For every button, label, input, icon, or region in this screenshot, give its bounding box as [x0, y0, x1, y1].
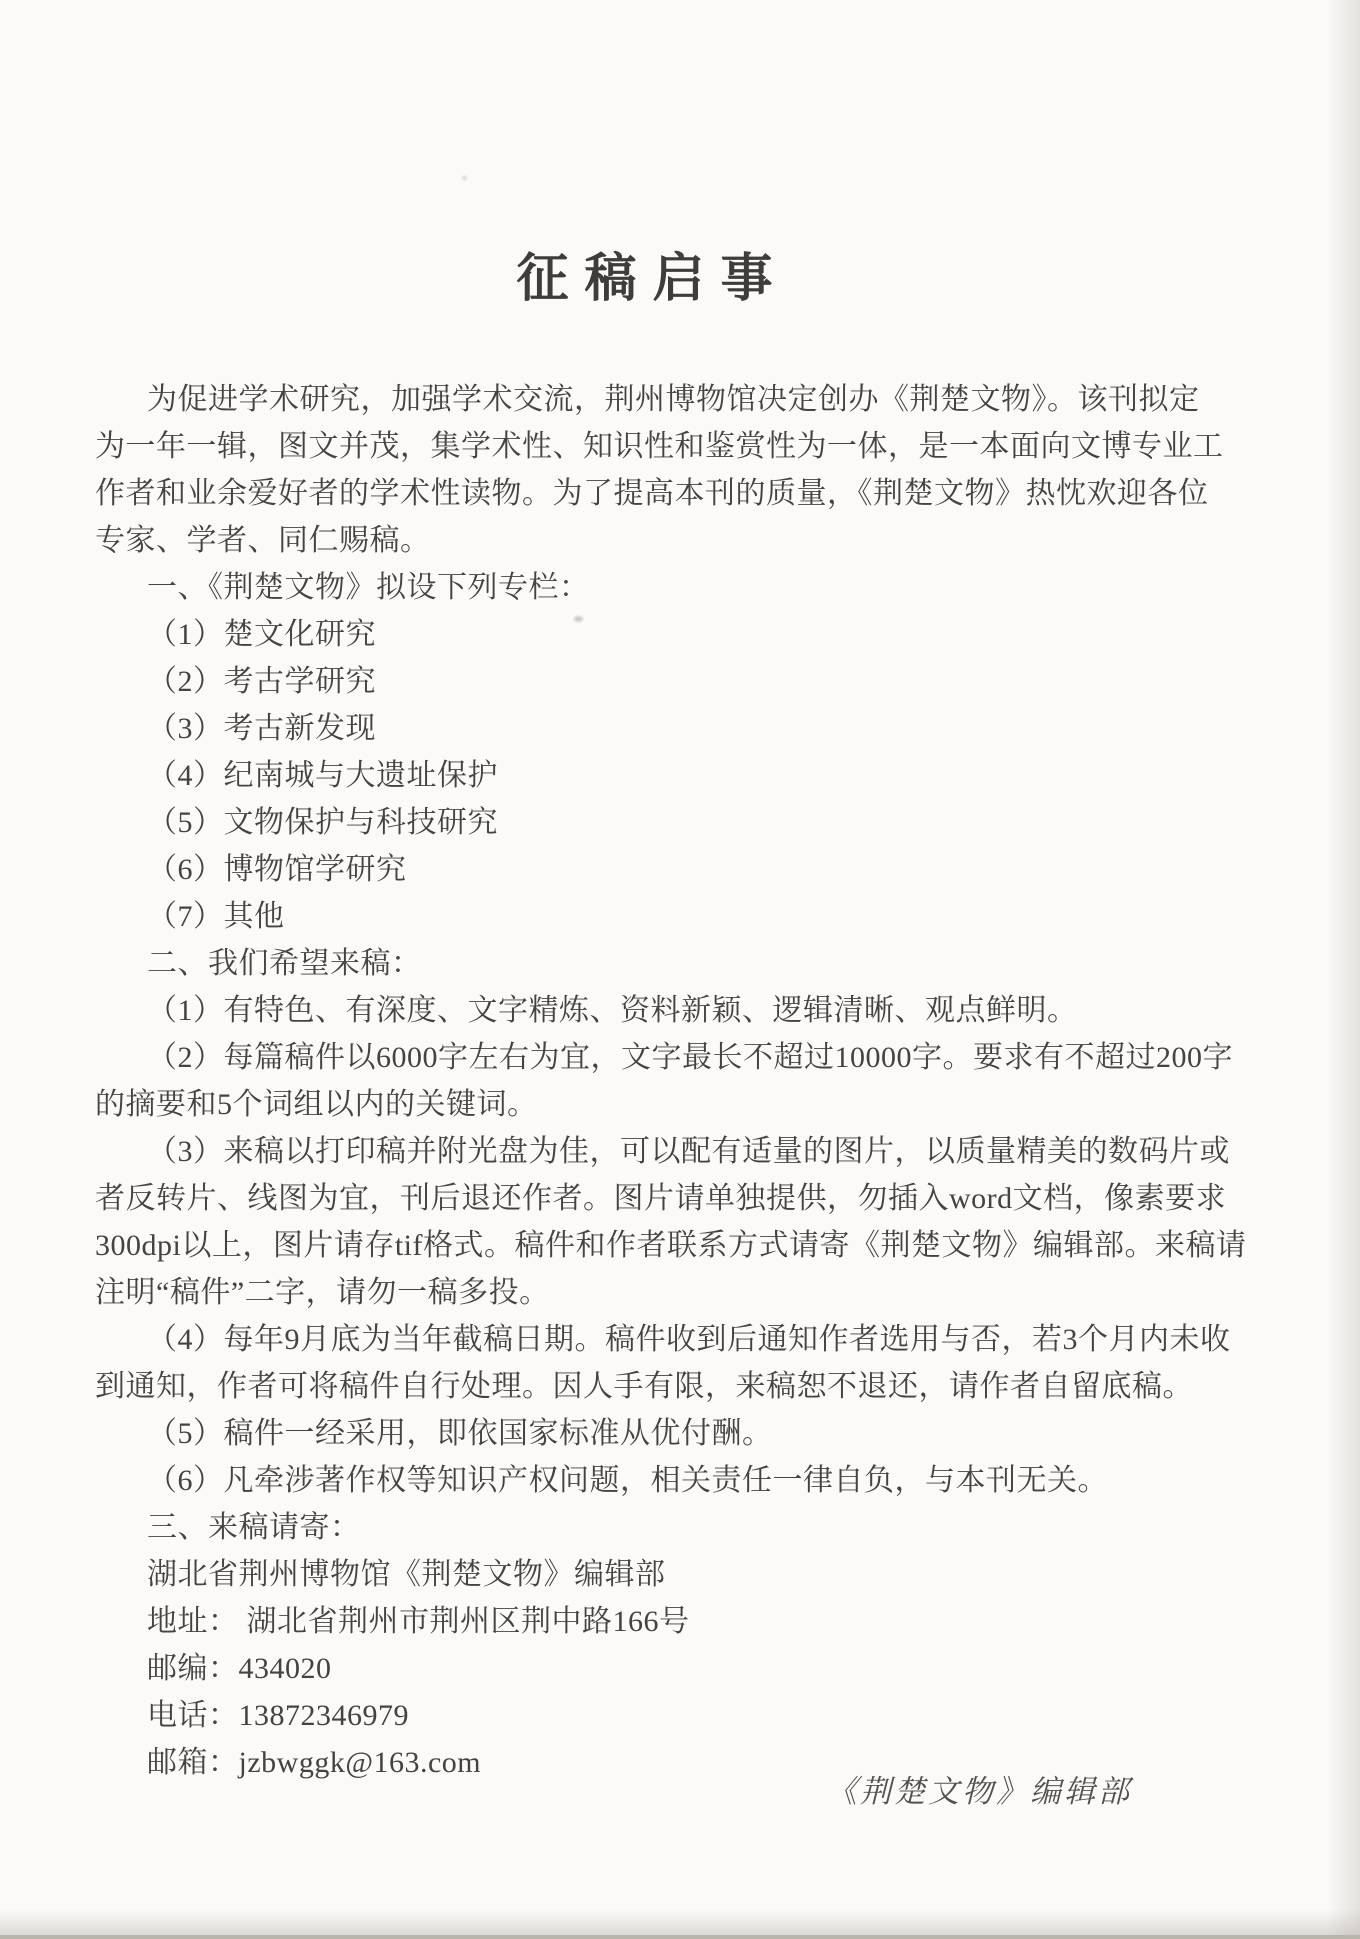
- text-line: （5）文物保护与科技研究: [147, 806, 498, 839]
- text-line: 地址： 湖北省荆州市荆州区荆中路166号: [147, 1605, 690, 1638]
- scan-edge-shadow-bottom: [0, 1909, 1360, 1939]
- text-line: 为促进学术研究，加强学术交流，荆州博物馆决定创办《荆楚文物》。该刊拟定: [147, 383, 1200, 416]
- text-line: 到通知，作者可将稿件自行处理。因人手有限，来稿恕不退还，请作者自留底稿。: [95, 1370, 1193, 1403]
- text-line: （4）每年9月底为当年截稿日期。稿件收到后通知作者选用与否，若3个月内未收: [147, 1323, 1231, 1356]
- text-line: 注明“稿件”二字，请勿一稿多投。: [95, 1276, 550, 1309]
- text-line: 邮编：434020: [147, 1652, 332, 1685]
- text-line: （1）有特色、有深度、文字精炼、资料新颖、逻辑清晰、观点鲜明。: [147, 994, 1078, 1027]
- text-line: 二、我们希望来稿：: [147, 947, 422, 980]
- text-line: （2）考古学研究: [147, 665, 376, 698]
- text-line: （5）稿件一经采用，即依国家标准从优付酬。: [147, 1417, 773, 1450]
- text-line: （1）楚文化研究: [147, 618, 376, 651]
- text-line: 邮箱：jzbwggk@163.com: [147, 1746, 482, 1779]
- text-line: （6）凡牵涉著作权等知识产权问题，相关责任一律自负，与本刊无关。: [147, 1464, 1108, 1497]
- document-title: 征稿启事: [516, 251, 789, 308]
- scan-speck: [462, 176, 467, 180]
- signature: 《荆楚文物》编辑部: [826, 1774, 1132, 1810]
- document-body: [95, 376, 1247, 1786]
- scan-speck: [574, 616, 583, 622]
- text-line: （7）其他: [147, 900, 285, 933]
- text-line: 一、《荆楚文物》拟设下列专栏：: [147, 571, 590, 604]
- text-line: （3）考古新发现: [147, 712, 376, 745]
- text-line: 的摘要和5个词组以内的关键词。: [95, 1088, 538, 1121]
- text-line: （2）每篇稿件以6000字左右为宜，文字最长不超过10000字。要求有不超过200字: [147, 1041, 1233, 1074]
- text-line: （4）纪南城与大遗址保护: [147, 759, 498, 792]
- text-line: 者反转片、线图为宜，刊后退还作者。图片请单独提供，勿插入word文档，像素要求: [95, 1182, 1227, 1215]
- text-line: 作者和业余爱好者的学术性读物。为了提高本刊的质量，《荆楚文物》热忱欢迎各位: [95, 477, 1209, 510]
- text-line: （6）博物馆学研究: [147, 853, 407, 886]
- text-line: 湖北省荆州博物馆《荆楚文物》编辑部: [147, 1558, 666, 1591]
- text-line: （3）来稿以打印稿并附光盘为佳，可以配有适量的图片，以质量精美的数码片或: [147, 1135, 1230, 1168]
- text-line: 300dpi以上，图片请存tif格式。稿件和作者联系方式请寄《荆楚文物》编辑部。来稿请: [95, 1229, 1247, 1262]
- text-line: 专家、学者、同仁赐稿。: [95, 524, 431, 557]
- scan-edge-line: [0, 1935, 1360, 1939]
- text-line: 电话：13872346979: [147, 1699, 409, 1732]
- text-line: 为一年一辑，图文并茂，集学术性、知识性和鉴赏性为一体，是一本面向文博专业工: [95, 430, 1224, 463]
- text-line: 三、来稿请寄：: [147, 1511, 361, 1544]
- scan-edge-shadow-right: [1326, 0, 1360, 1939]
